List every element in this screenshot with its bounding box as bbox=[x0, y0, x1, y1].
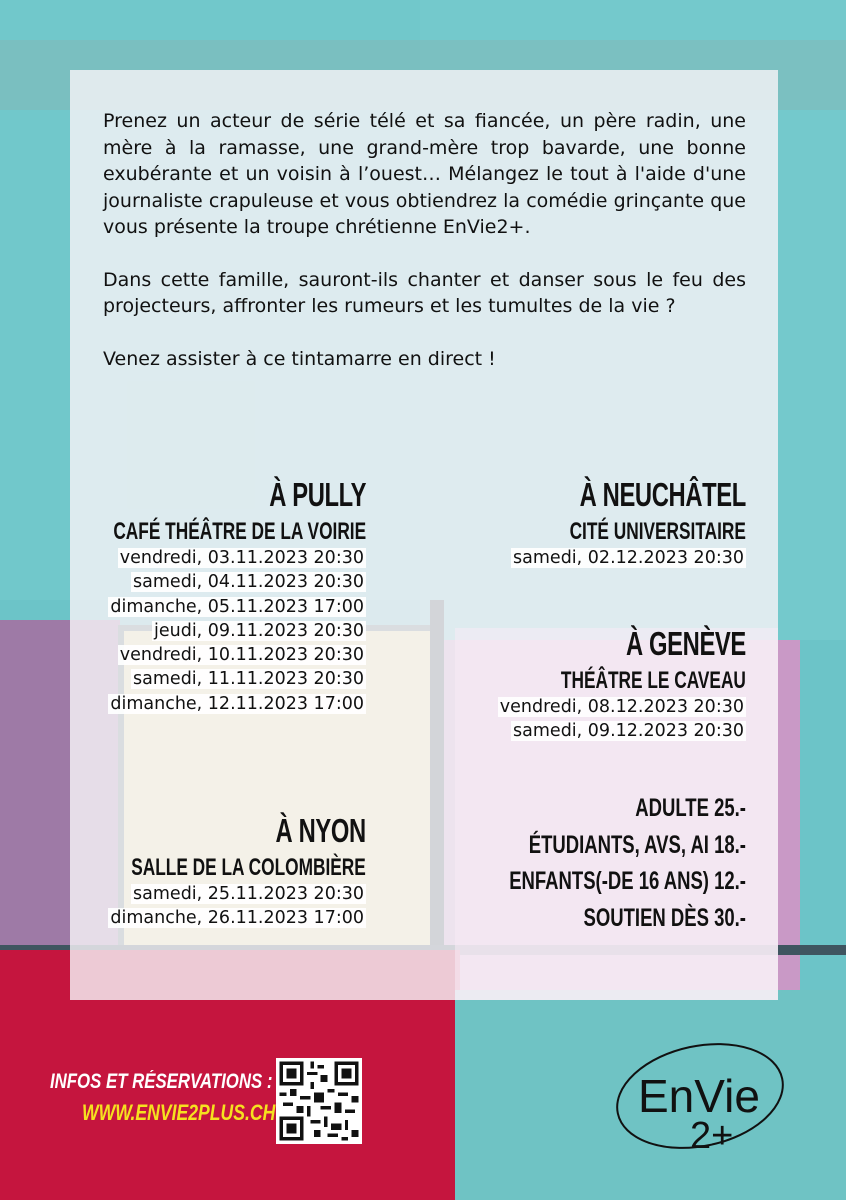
venue-name: CAFÉ THÉÂTRE DE LA VOIRIE bbox=[113, 518, 366, 545]
venue-name: CITÉ UNIVERSITAIRE bbox=[569, 518, 746, 545]
show-date: vendredi, 03.11.2023 20:30 bbox=[119, 548, 364, 568]
price-item: ÉTUDIANTS, AVS, AI 18.- bbox=[528, 830, 746, 859]
logo-subtext: 2+ bbox=[690, 1115, 734, 1157]
show-date: dimanche, 12.11.2023 17:00 bbox=[110, 693, 364, 714]
price-item: SOUTIEN DÈS 30.- bbox=[583, 903, 746, 932]
show-date: samedi, 11.11.2023 20:30 bbox=[133, 669, 364, 690]
price-list bbox=[426, 790, 746, 936]
venue-name: THÉÂTRE LE CAVEAU bbox=[561, 667, 746, 694]
venue-block-neuchatel bbox=[501, 476, 746, 570]
logo-text: EnVie bbox=[638, 1070, 760, 1122]
venue-block-pully bbox=[15, 476, 366, 716]
intro-paragraph: Prenez un acteur de série télé et sa fiancée, un père radin, une mère à la ramasse, une grand-mère trop bavarde, une bonne exubérante et un voisin à l’ouest… Mélangez le tout à l'aide d'une journaliste crapuleuse et vous obtiendrez la comédie grinçante que vous présente la troupe chrétienne EnVie2+. bbox=[103, 110, 746, 238]
intro-paragraph: Dans cette famille, sauront-ils chanter et danser sous le feu des projecteurs, affronter les rumeurs et les tumultes de la vie ? bbox=[103, 268, 746, 317]
show-date: samedi, 02.12.2023 20:30 bbox=[513, 548, 744, 568]
city-title: À GENÈVE bbox=[626, 625, 746, 662]
city-title: À NEUCHÂTEL bbox=[579, 476, 746, 513]
reservations-label: INFOS ET RÉSERVATIONS : bbox=[50, 1070, 273, 1093]
qr-code-icon[interactable] bbox=[276, 1058, 362, 1144]
price-item: ENFANTS(-DE 16 ANS) 12.- bbox=[509, 867, 746, 895]
show-date: vendredi, 10.11.2023 20:30 bbox=[119, 645, 364, 666]
show-date: dimanche, 05.11.2023 17:00 bbox=[110, 596, 364, 617]
envie2plus-logo bbox=[610, 1030, 790, 1160]
venue-block-nyon bbox=[40, 812, 366, 931]
intro-paragraph: Venez assister à ce tintamarre en direct ! bbox=[103, 347, 496, 370]
price-item: ADULTE 25.- bbox=[635, 794, 746, 822]
show-date: samedi, 09.12.2023 20:30 bbox=[513, 721, 744, 742]
show-date: samedi, 25.11.2023 20:30 bbox=[133, 884, 364, 904]
city-title: À NYON bbox=[275, 812, 366, 849]
show-date: dimanche, 26.11.2023 17:00 bbox=[110, 908, 364, 929]
venue-block-geneve bbox=[489, 625, 746, 744]
show-date: samedi, 04.11.2023 20:30 bbox=[133, 572, 364, 593]
show-date: jeudi, 09.11.2023 20:30 bbox=[153, 620, 364, 641]
venue-name: SALLE DE LA COLOMBIÈRE bbox=[131, 854, 366, 881]
show-date: vendredi, 08.12.2023 20:30 bbox=[499, 697, 744, 717]
website-link[interactable]: WWW.ENVIE2PLUS.CH bbox=[82, 1100, 276, 1125]
city-title: À PULLY bbox=[269, 476, 366, 513]
intro-text bbox=[103, 108, 746, 398]
